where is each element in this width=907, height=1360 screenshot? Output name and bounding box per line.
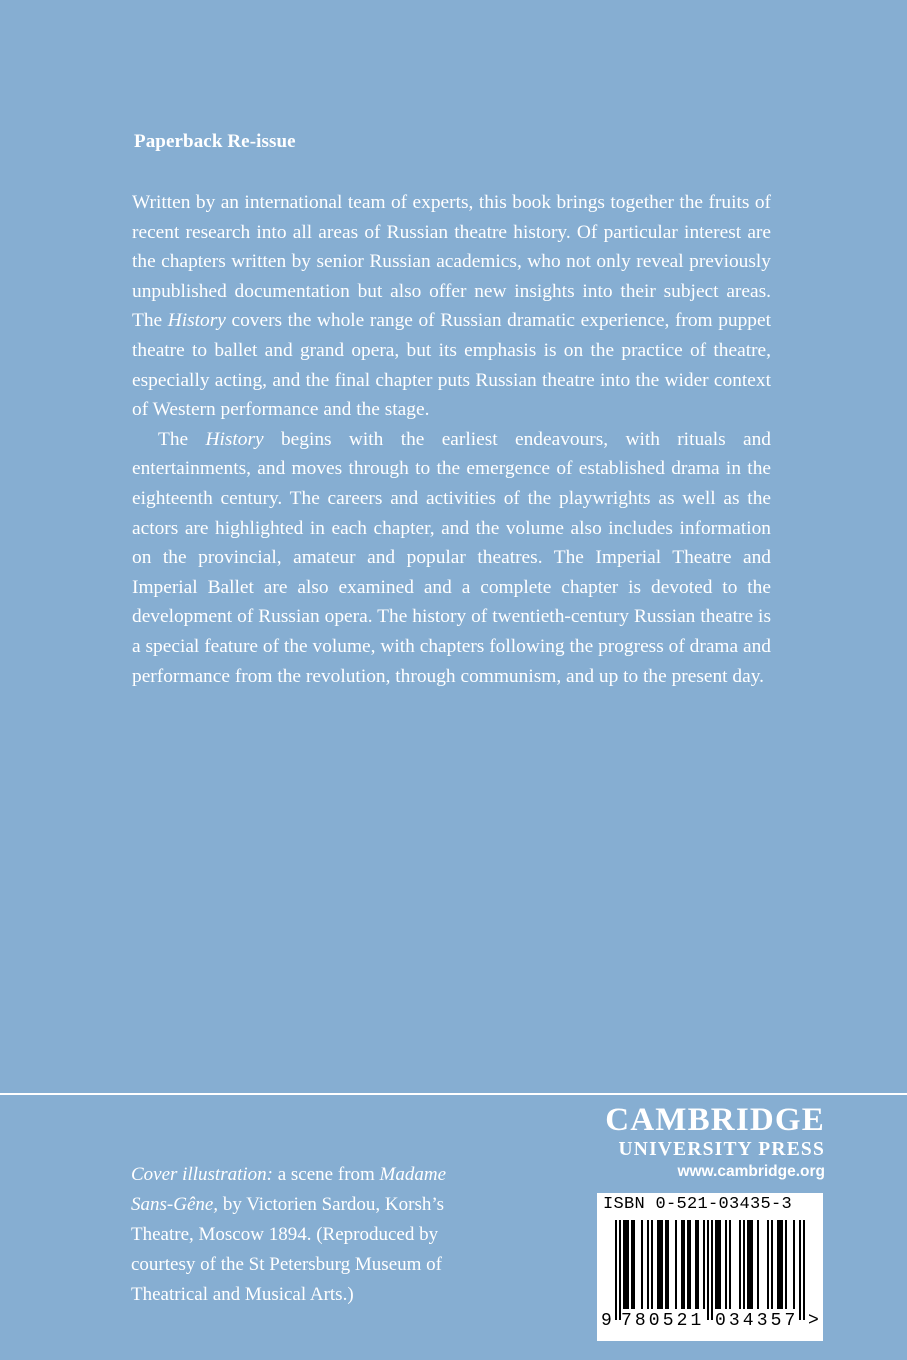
barcode-bar <box>667 1220 669 1309</box>
paragraph-2-text-a: The <box>158 428 206 450</box>
cover-credit-text-b: by Victorien Sardou, Korsh’s Theatre, Moscow 1894. (Reproduced by courtesy of the St Petersburg Museum of Theatrical and Musical Arts.) <box>131 1194 445 1305</box>
paragraph-1-text-a: Written by an international team of experts, this book brings together the fruits of recent research into all areas of Russian theatre history. Of particular interest are the chapters written by senior Russian academics, who not only reveal previously unpublished documentation but also offer new insights into their subject areas. The <box>132 192 771 332</box>
barcode-bar <box>623 1220 625 1309</box>
barcode-bar <box>719 1220 721 1309</box>
publisher-press: UNIVERSITY PRESS <box>618 1139 825 1160</box>
barcode-guard-bar <box>711 1220 713 1320</box>
cover-illustration-credit <box>131 1160 471 1310</box>
barcode-guard-bar <box>619 1220 621 1320</box>
barcode-bar <box>777 1220 779 1309</box>
barcode-bar <box>747 1220 749 1309</box>
paragraph-2-history-title: History <box>205 428 264 450</box>
barcode-bar <box>739 1220 741 1309</box>
barcode-bar <box>697 1220 699 1309</box>
barcode-bar <box>703 1220 705 1309</box>
barcode-bar <box>779 1220 781 1309</box>
barcode-bar <box>651 1220 653 1309</box>
paragraph-1-text-b: covers the whole range of Russian dramatic experience, from puppet theatre to ballet and grand opera, but its emphasis is on the practice of theatre, especially acting, and the final chapter puts Russian theatre into the wider context of Western performance and the stage. <box>132 310 771 421</box>
barcode-bar <box>647 1220 649 1309</box>
barcode-guard-bar <box>803 1220 805 1320</box>
barcode-guard-bar <box>707 1220 709 1320</box>
divider-rule <box>0 1093 907 1095</box>
barcode-bar <box>665 1220 667 1309</box>
barcode-bar <box>631 1220 633 1309</box>
barcode-bar <box>657 1220 659 1309</box>
barcode-bar <box>633 1220 635 1309</box>
isbn-number: ISBN 0-521-03435-3 <box>603 1195 793 1214</box>
barcode-bar <box>757 1220 759 1309</box>
barcode-bar <box>683 1220 685 1309</box>
barcode-bar <box>625 1220 627 1309</box>
cover-credit-play-title: Madame Sans-Gêne, <box>131 1164 447 1215</box>
barcode-bar <box>715 1220 717 1309</box>
barcode-bar <box>661 1220 663 1309</box>
barcode-first-digit: 9 <box>601 1311 612 1331</box>
cover-credit-label: Cover illustration: <box>131 1164 273 1185</box>
book-description <box>132 188 771 691</box>
barcode-bar <box>687 1220 689 1309</box>
publisher-logo <box>593 1101 825 1183</box>
publisher-name: CAMBRIDGE <box>605 1102 825 1138</box>
barcode-bar <box>781 1220 783 1309</box>
barcode-bar <box>695 1220 697 1309</box>
barcode-quiet-zone-mark: > <box>808 1311 819 1331</box>
barcode-right-digits: 034357 <box>715 1311 799 1331</box>
barcode-bar <box>767 1220 769 1309</box>
barcode-digits <box>597 1311 823 1337</box>
description-paragraph-2 <box>132 425 771 691</box>
barcode-bar <box>689 1220 691 1309</box>
barcode-bar <box>793 1220 795 1309</box>
isbn-barcode <box>597 1193 823 1341</box>
barcode-bar <box>785 1220 787 1309</box>
barcode-bar <box>641 1220 643 1309</box>
barcode-bar <box>681 1220 683 1309</box>
barcode-bar <box>771 1220 773 1309</box>
edition-label: Paperback Re-issue <box>134 131 296 152</box>
barcode-bar <box>725 1220 727 1309</box>
publisher-url: www.cambridge.org <box>677 1163 825 1180</box>
cover-credit-text-a: a scene from <box>272 1164 380 1185</box>
paragraph-2-text-b: begins with the earliest endeavours, with rituals and entertainments, and moves through to the emergence of established drama in the eighteenth century. The careers and activities of the playwrights as well as the actors are highlighted in each chapter, and the volume also includes information on the provincial, amateur and popular theatres. The Imperial Theatre and Imperial Ballet are also examined and a complete chapter is devoted to the development of Russian opera. The history of twentieth-century Russian theatre is a special feature of the volume, with chapters following the progress of drama and performance from the revolution, through communism, and up to the present day. <box>132 428 772 687</box>
barcode-bar <box>743 1220 745 1309</box>
barcode-bar <box>749 1220 751 1309</box>
paragraph-1-history-title: History <box>167 310 226 332</box>
barcode-guard-bar <box>615 1220 617 1320</box>
barcode-bar <box>627 1220 629 1309</box>
description-paragraph-1 <box>132 188 771 425</box>
barcode-bar <box>729 1220 731 1309</box>
barcode-left-digits: 780521 <box>621 1311 705 1331</box>
barcode-bar <box>717 1220 719 1309</box>
barcode-guard-bar <box>799 1220 801 1320</box>
barcode-bar <box>675 1220 677 1309</box>
barcode-bar <box>659 1220 661 1309</box>
barcode-bar <box>751 1220 753 1309</box>
